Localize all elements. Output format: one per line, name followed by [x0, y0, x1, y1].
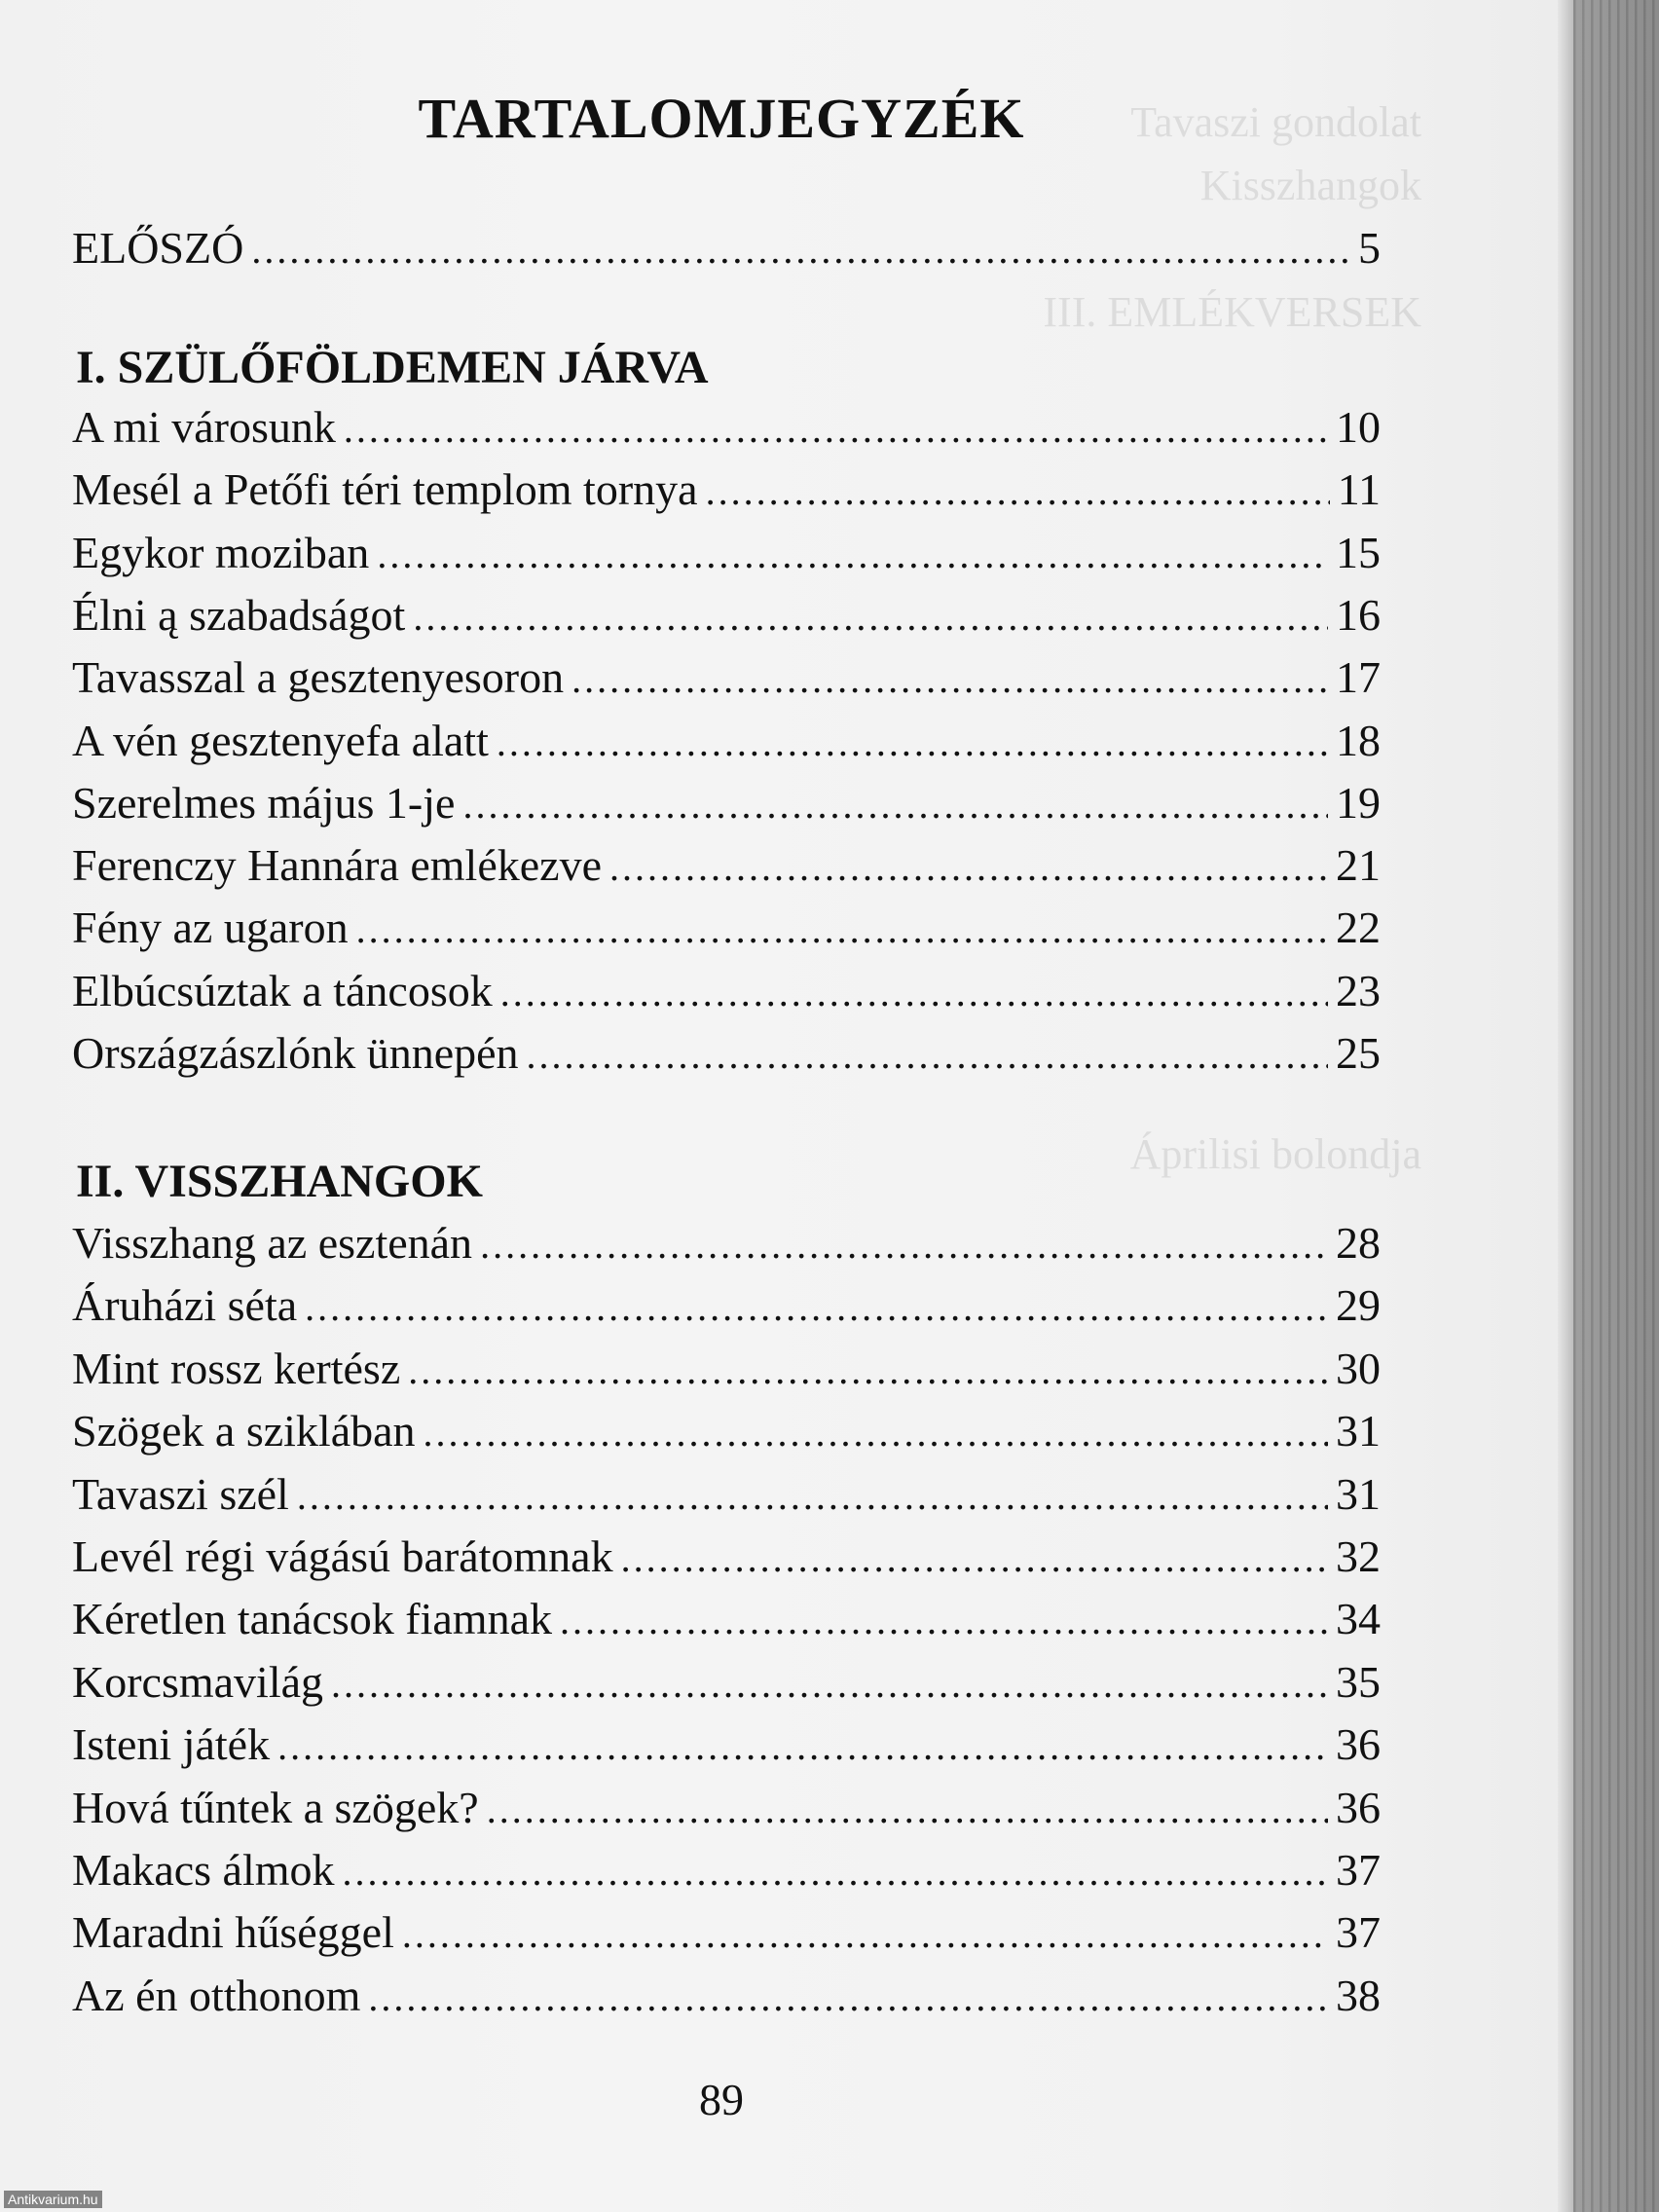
toc-entry-label: Isteni játék: [72, 1719, 271, 1769]
toc-entry-page: 5: [1358, 223, 1381, 273]
toc-entry-label: Országzászlónk ünnepén: [72, 1028, 519, 1078]
toc-entry-label: Ferenczy Hannára emlékezve: [72, 840, 603, 890]
toc-entry-label: Hová tűntek a szögek?: [72, 1783, 479, 1832]
show-through-text: III. EMLÉKVERSEK: [1043, 288, 1421, 336]
dot-leader: [500, 970, 1328, 1015]
toc-entry-page: 25: [1336, 1028, 1381, 1078]
toc-entry-label: Egykor moziban: [72, 528, 370, 577]
show-through-text: Kisszhangok: [1199, 162, 1421, 209]
toc-entry-page: 31: [1336, 1406, 1381, 1456]
dot-leader: [297, 1473, 1328, 1519]
toc-entry: [72, 1656, 1381, 1714]
page-edge: [1558, 0, 1573, 2212]
toc-entry: [72, 651, 1381, 710]
toc-entry: [72, 1343, 1381, 1401]
toc-entry-label: Élni ą szabadságot: [72, 590, 406, 640]
dot-leader: [527, 1032, 1328, 1078]
scanner-backdrop: [1573, 0, 1659, 2212]
dot-leader: [377, 532, 1328, 577]
toc-entry: [72, 777, 1381, 835]
dot-leader: [560, 1598, 1328, 1643]
toc-entry: [72, 463, 1381, 522]
dot-leader: [571, 656, 1328, 702]
toc-entry: [72, 1217, 1381, 1275]
dot-leader: [368, 1974, 1328, 2020]
toc-entry: [72, 1970, 1381, 2028]
toc-entry-label: A mi városunk: [72, 402, 336, 452]
show-through-text: Tavaszi gondolat: [1130, 98, 1421, 146]
dot-leader: [408, 1347, 1328, 1393]
toc-entry-page: 19: [1336, 778, 1381, 828]
dot-leader: [413, 594, 1328, 640]
toc-entry-label: ELŐSZÓ: [72, 223, 244, 273]
dot-leader: [462, 782, 1328, 828]
toc-entry: [72, 1782, 1381, 1840]
dot-leader: [305, 1284, 1328, 1330]
toc-entry: [72, 401, 1381, 460]
show-through-text: Áprilisi bolondja: [1129, 1130, 1421, 1178]
dot-leader: [277, 1723, 1328, 1769]
toc-entry: [72, 1593, 1381, 1651]
toc-entry: [72, 1468, 1381, 1527]
toc-entry-page: 38: [1336, 1971, 1381, 2020]
toc-entry: [72, 1279, 1381, 1338]
dot-leader: [621, 1535, 1328, 1581]
toc-entry-label: Szögek a sziklában: [72, 1406, 416, 1456]
dot-leader: [487, 1787, 1328, 1832]
toc-entry-page: 34: [1336, 1594, 1381, 1643]
toc-entry-label: Kéretlen tanácsok fiamnak: [72, 1594, 552, 1643]
toc-entry: [72, 1027, 1381, 1086]
dot-leader: [344, 406, 1328, 452]
toc-entry-page: 23: [1336, 966, 1381, 1015]
toc-entry: [72, 1405, 1381, 1463]
dot-leader: [331, 1661, 1328, 1707]
toc-entry-label: Szerelmes május 1-je: [72, 778, 456, 828]
toc-entry-page: 31: [1336, 1469, 1381, 1519]
toc-entry-page: 10: [1336, 402, 1381, 452]
toc-entry: [72, 527, 1381, 585]
toc-entry-label: Levél régi vágású barátomnak: [72, 1531, 613, 1581]
dot-leader: [480, 1222, 1328, 1268]
dot-leader: [356, 906, 1328, 952]
toc-entry: [72, 1844, 1381, 1902]
toc-entry-page: 16: [1336, 590, 1381, 640]
dot-leader: [497, 719, 1328, 765]
toc-entry-label: Korcsmavilág: [72, 1657, 324, 1707]
toc-entry-preface: [72, 222, 1381, 280]
toc-entry-page: 35: [1336, 1657, 1381, 1707]
toc-entry-page: 15: [1336, 528, 1381, 577]
toc-entry-label: Visszhang az esztenán: [72, 1218, 473, 1268]
toc-entry-page: 30: [1336, 1344, 1381, 1393]
dot-leader: [251, 227, 1350, 273]
dot-leader: [609, 844, 1328, 890]
toc-entry-page: 37: [1336, 1907, 1381, 1957]
toc-entry-label: Tavaszi szél: [72, 1469, 289, 1519]
toc-entry-page: 11: [1337, 464, 1381, 514]
toc-entry-label: Mesél a Petőfi téri templom tornya: [72, 464, 698, 514]
toc-entry-label: Áruházi séta: [72, 1280, 298, 1330]
toc-entry: [72, 1530, 1381, 1589]
toc-entry: [72, 589, 1381, 647]
toc-entry-label: Makacs álmok: [72, 1845, 335, 1895]
dot-leader: [424, 1410, 1328, 1456]
toc-entry: [72, 1718, 1381, 1777]
toc-entry-label: Az én otthonom: [72, 1971, 361, 2020]
toc-entry-page: 29: [1336, 1280, 1381, 1330]
toc-entry-page: 28: [1336, 1218, 1381, 1268]
section-heading: I. SZÜLŐFÖLDEMEN JÁRVA: [76, 342, 709, 393]
toc-entry-label: Elbúcsúztak a táncosok: [72, 966, 493, 1015]
dot-leader: [706, 468, 1330, 514]
toc-entry: [72, 715, 1381, 773]
toc-entry: [72, 902, 1381, 960]
toc-entry-page: 37: [1336, 1845, 1381, 1895]
toc-entry-page: 36: [1336, 1783, 1381, 1832]
toc-entry-page: 17: [1336, 652, 1381, 702]
watermark: Antikvarium.hu: [4, 2191, 102, 2208]
toc-entry-page: 22: [1336, 903, 1381, 952]
toc-entry-label: Maradni hűséggel: [72, 1907, 394, 1957]
toc-entry-page: 18: [1336, 716, 1381, 765]
toc-entry-page: 32: [1336, 1531, 1381, 1581]
toc-entry-label: Fény az ugaron: [72, 903, 349, 952]
dot-leader: [343, 1849, 1328, 1895]
page-title: TARTALOMJEGYZÉK: [418, 87, 1025, 150]
toc-entry-label: Tavasszal a gesztenyesoron: [72, 652, 565, 702]
dot-leader: [402, 1911, 1328, 1957]
section-heading: II. VISSZHANGOK: [76, 1156, 483, 1207]
toc-entry: [72, 1906, 1381, 1965]
toc-entry-label: A vén gesztenyefa alatt: [72, 716, 489, 765]
toc-entry-page: 36: [1336, 1719, 1381, 1769]
toc-entry: [72, 965, 1381, 1023]
toc-entry-page: 21: [1336, 840, 1381, 890]
toc-entry: [72, 839, 1381, 898]
toc-entry-label: Mint rossz kertész: [72, 1344, 401, 1393]
page-number: 89: [699, 2075, 744, 2124]
